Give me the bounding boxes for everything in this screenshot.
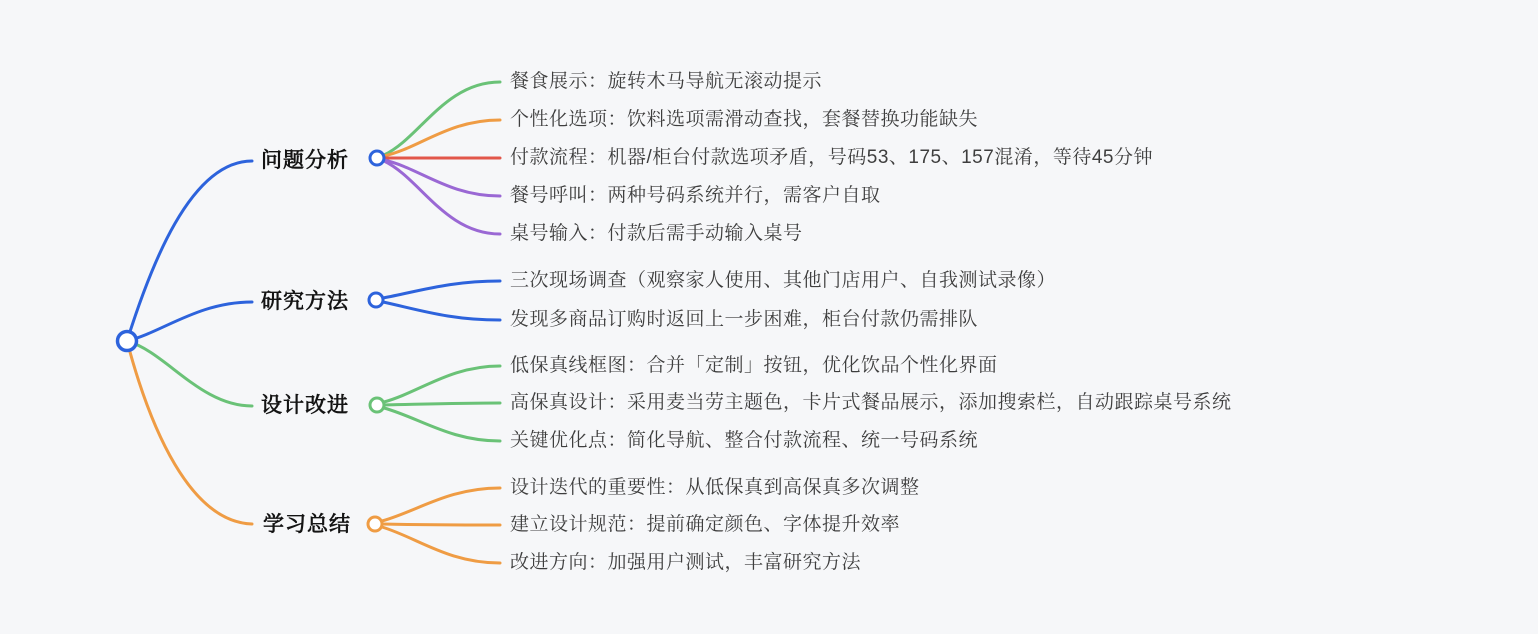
node-circle-research-methods[interactable]	[369, 293, 383, 307]
edge-leaf-order-call	[384, 160, 500, 196]
node-circle-design-improvements[interactable]	[370, 398, 384, 412]
edge-leaf-hifi-design	[384, 403, 500, 405]
edge-leaf-field-study	[383, 281, 500, 298]
leaf-lofi-wireframe[interactable]: 低保真线框图：合并「定制」按钮，优化饮品个性化界面	[510, 355, 998, 376]
edge-leaf-improvement-direction	[382, 527, 500, 563]
leaf-field-study[interactable]: 三次现场调查（观察家人使用、其他门店用户、自我测试录像）	[510, 270, 1057, 291]
edge-leaf-lofi-wireframe	[384, 366, 500, 402]
edge-root-learning-summary	[127, 341, 252, 524]
root-node-circle[interactable]	[118, 332, 137, 351]
branch-label-research-methods[interactable]: 研究方法	[261, 290, 349, 313]
edge-root-design-improvements	[127, 341, 252, 406]
node-circle-problem-analysis[interactable]	[370, 151, 384, 165]
edge-leaf-design-specs	[382, 524, 500, 525]
branch-label-problem-analysis[interactable]: 问题分析	[261, 149, 349, 172]
edge-leaf-key-optimizations	[384, 408, 500, 441]
edge-root-research-methods	[127, 302, 252, 341]
leaf-key-optimizations[interactable]: 关键优化点：简化导航、整合付款流程、统一号码系统	[510, 430, 979, 451]
leaf-order-call[interactable]: 餐号呼叫：两种号码系统并行，需客户自取	[510, 185, 881, 206]
edge-leaf-iteration-importance	[382, 488, 500, 521]
branch-label-design-improvements[interactable]: 设计改进	[261, 394, 349, 417]
leaf-payment-flow[interactable]: 付款流程：机器/柜台付款选项矛盾，号码53、175、157混淆，等待45分钟	[510, 147, 1153, 168]
edge-leaf-personalization	[384, 120, 500, 156]
node-circle-learning-summary[interactable]	[368, 517, 382, 531]
leaf-meal-display[interactable]: 餐食展示：旋转木马导航无滚动提示	[510, 71, 823, 92]
leaf-hifi-design[interactable]: 高保真设计：采用麦当劳主题色，卡片式餐品展示，添加搜索栏，自动跟踪桌号系统	[510, 392, 1232, 413]
leaf-personalization[interactable]: 个性化选项：饮料选项需滑动查找，套餐替换功能缺失	[510, 109, 979, 130]
leaf-improvement-direction[interactable]: 改进方向：加强用户测试，丰富研究方法	[510, 552, 862, 573]
branch-label-learning-summary[interactable]: 学习总结	[263, 513, 351, 536]
edge-leaf-findings	[383, 302, 500, 320]
leaf-table-number[interactable]: 桌号输入：付款后需手动输入桌号	[510, 223, 803, 244]
leaf-iteration-importance[interactable]: 设计迭代的重要性：从低保真到高保真多次调整	[510, 477, 920, 498]
leaf-design-specs[interactable]: 建立设计规范：提前确定颜色、字体提升效率	[510, 514, 901, 535]
edge-leaf-table-number	[384, 161, 500, 234]
leaf-findings[interactable]: 发现多商品订购时返回上一步困难，柜台付款仍需排队	[510, 309, 979, 330]
edge-leaf-meal-display	[384, 82, 500, 155]
